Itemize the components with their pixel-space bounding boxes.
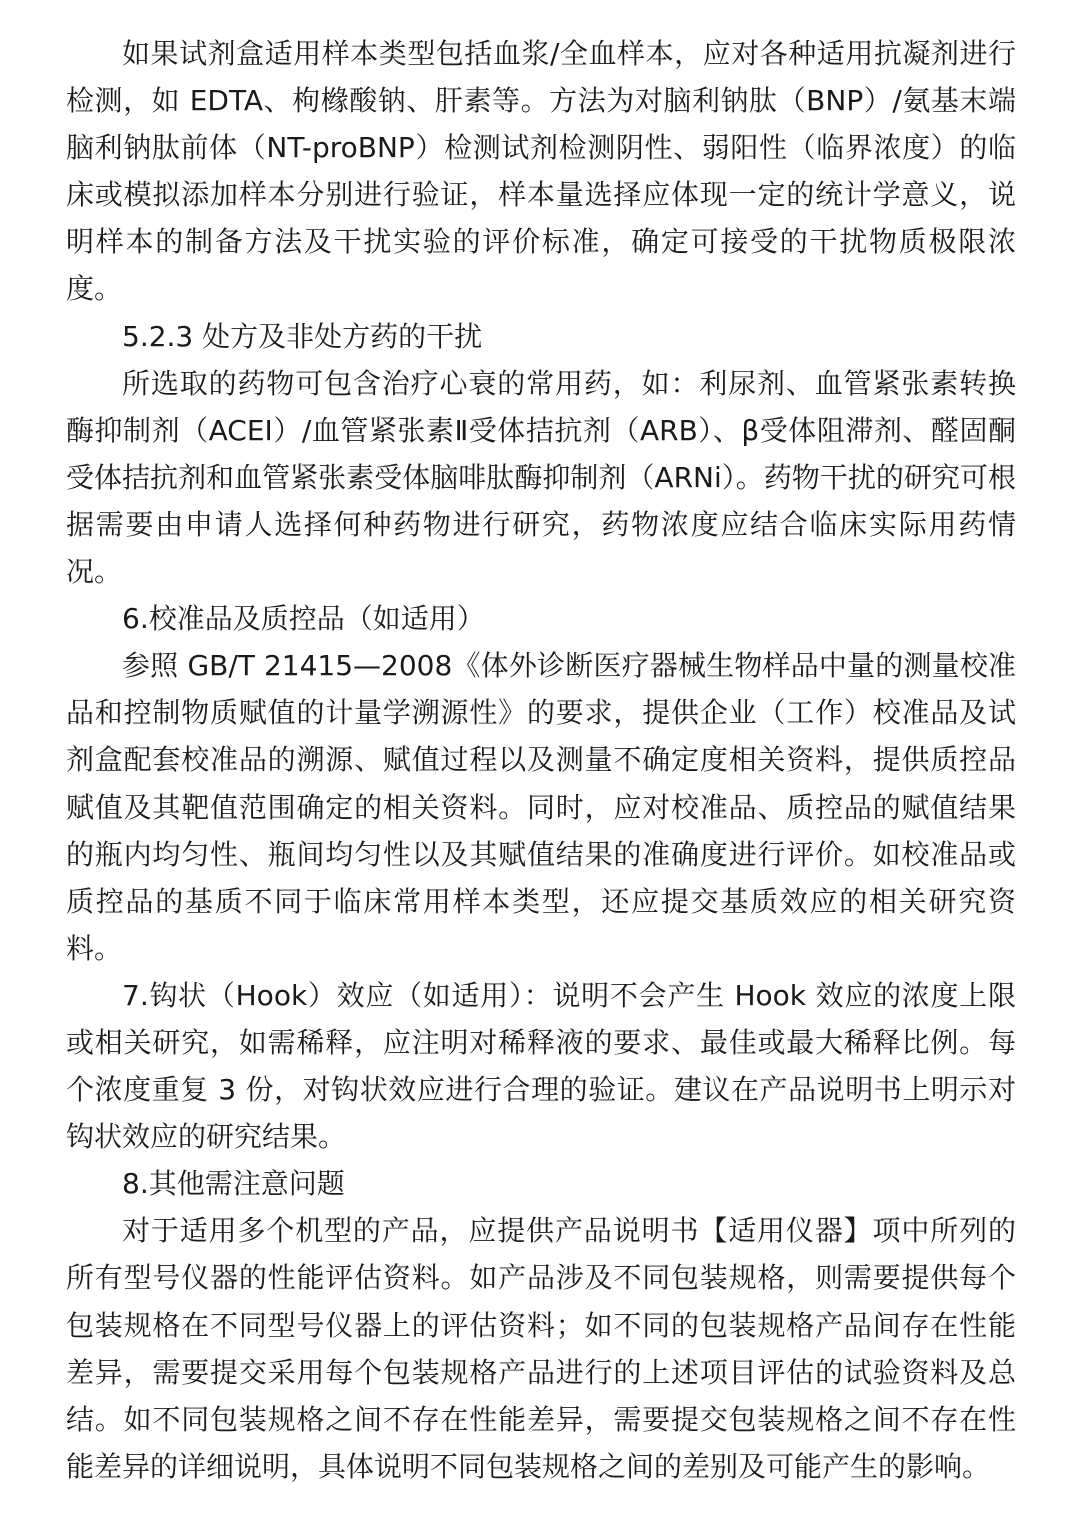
paragraph-calibrator-control: 参照 GB/T 21415—2008《体外诊断医疗器械生物样品中量的测量校准品和控制物质赋值的计量学溯源性》的要求，提供企业（工作）校准品及试剂盒配套校准品的溯源、赋值过程以及测量不确定度相关资料，提供质控品赋值及其靶值范围确定的相关资料。同时，应对校准品、质控品的赋值结果的瓶内均匀性、瓶间均匀性以及其赋值结果的准确度进行评价。如校准品或质控品的基质不同于临床常用样本类型，还应提交基质效应的相关研究资料。 (66, 649, 1016, 965)
paragraph-drug-interference: 所选取的药物可包含治疗心衰的常用药，如：利尿剂、血管紧张素转换酶抑制剂（ACEI）/血管紧张素Ⅱ受体拮抗剂（ARB）、β受体阻滞剂、醛固酮受体拮抗剂和血管紧张素受体脑啡肽酶抑制剂（ARNi）。药物干扰的研究可根据需要由申请人选择何种药物进行研究，药物浓度应结合临床实际用药情况。 (66, 366, 1016, 589)
paragraph-anticoagulant-interference: 如果试剂盒适用样本类型包括血浆/全血样本，应对各种适用抗凝剂进行检测，如 EDTA、枸橼酸钠、肝素等。方法为对脑利钠肽（BNP）/氨基末端脑利钠肽前体（NT-proBNP）检测试剂检测阴性、弱阳性（临界浓度）的临床或模拟添加样本分别进行验证，样本量选择应体现一定的统计学意义，说明样本的制备方法及干扰实验的评价标准，确定可接受的干扰物质极限浓度。 (66, 37, 1016, 306)
heading-6-calibrator-control: 6.校准品及质控品（如适用） (122, 602, 485, 636)
paragraph-other-issues: 对于适用多个机型的产品，应提供产品说明书【适用仪器】项中所列的所有型号仪器的性能评估资料。如产品涉及不同包装规格，则需要提供每个包装规格在不同型号仪器上的评估资料；如不同的包装规格产品间存在性能差异，需要提交采用每个包装规格产品进行的上述项目评估的试验资料及总结。如不同包装规格之间不存在性能差异，需要提交包装规格之间不存在性能差异的详细说明，具体说明不同包装规格之间的差别及可能产生的影响。 (66, 1214, 1016, 1483)
paragraph-7-hook-effect: 7.钩状（Hook）效应（如适用）：说明不会产生 Hook 效应的浓度上限或相关研究，如需稀释，应注明对稀释液的要求、最佳或最大稀释比例。每个浓度重复 3 份，对钩状效应进行合理的验证。建议在产品说明书上明示对钩状效应的研究结果。 (66, 978, 1016, 1154)
document-page (66, 30, 1016, 1490)
heading-5-2-3-drug-interference: 5.2.3 处方及非处方药的干扰 (122, 319, 483, 353)
heading-8-other-issues: 8.其他需注意问题 (122, 1167, 345, 1201)
